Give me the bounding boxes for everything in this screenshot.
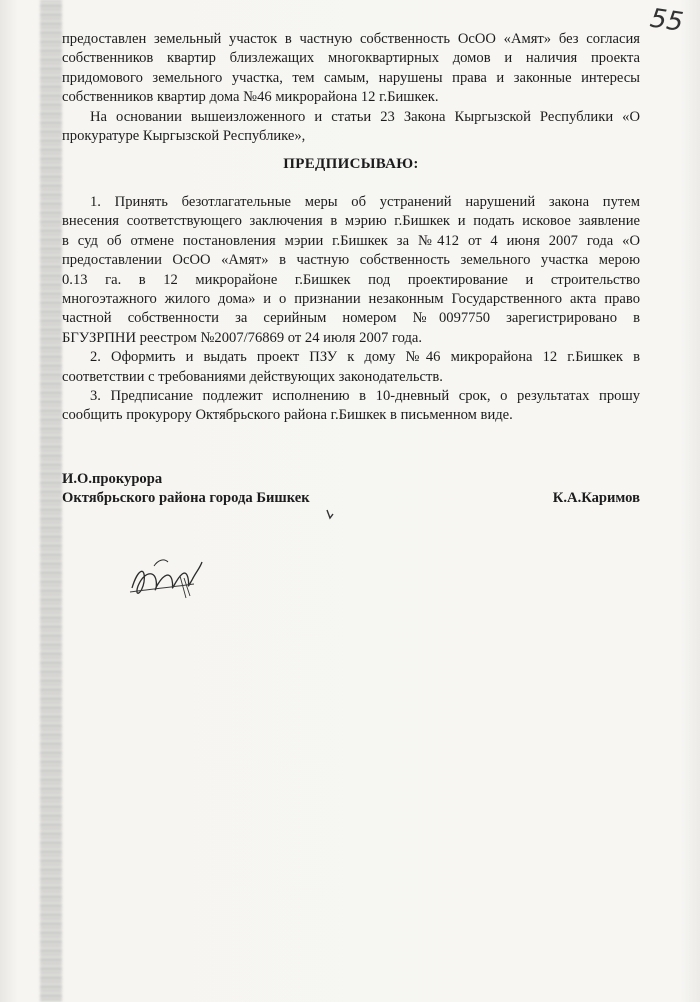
signatory-block — [62, 470, 640, 508]
item-line: сообщить прокурору Октябрьского района г.Бишкек в письменном виде. — [62, 407, 513, 424]
signatory-title-line1: И.О.прокурора — [62, 471, 163, 487]
intro-paragraph — [62, 30, 640, 146]
item-line: БГУЗРПНИ реестром №2007/76869 от 24 июля 2007 года. — [62, 329, 423, 346]
text-line: собственников квартир близлежащих многоквартирных домов и наличия проекта — [62, 50, 640, 67]
item-line: 0.13 га. в 12 микрорайоне г.Бишкек под проектирование и строительство — [62, 271, 640, 288]
handwritten-signature — [124, 548, 206, 608]
order-heading: ПРЕДПИСЫВАЮ: — [283, 156, 419, 172]
text-line: прокуратуре Кыргызской Республике», — [62, 128, 306, 145]
pen-mark — [325, 508, 335, 520]
item-line: многоэтажного жилого дома» и о признании незаконным Государственного акта право — [62, 291, 640, 308]
signatory-name: К.А.Каримов — [552, 490, 640, 506]
item-line: соответствии с требованиями действующих законодательств. — [62, 368, 443, 385]
text-line: собственников квартир дома №46 микрорайона 12 г.Бишкек. — [62, 89, 439, 106]
item-line: в суд об отмене постановления мэрии г.Бишкек за №412 от 4 июня 2007 года «О — [62, 232, 640, 249]
item-line: предоставлении ОсОО «Амят» в частную собственность земельного участка мерою — [62, 252, 640, 269]
item-line: 1. Принять безотлагательные меры об устранений нарушений закона путем — [90, 194, 640, 210]
signatory-title-line2: Октябрьского района города Бишкек — [62, 490, 310, 506]
scan-artifact-stripe — [40, 0, 62, 1002]
handwritten-page-number: 55 — [648, 3, 686, 38]
order-items — [62, 193, 640, 426]
item-line: 3. Предписание подлежит исполнению в 10-дневный срок, о результатах прошу — [90, 388, 640, 405]
text-line: придомового земельного участка, тем самым, нарушены права и законные интересы — [62, 69, 640, 86]
item-line: частной собственности за серийным номером №0097750 зарегистрировано в — [62, 310, 640, 327]
text-line: На основании вышеизложенного и статьи 23 Закона Кыргызской Республики «О — [90, 108, 640, 125]
item-line: 2. Оформить и выдать проект ПЗУ к дому №46 микрорайона 12 г.Бишкек в — [90, 349, 640, 366]
item-line: внесения соответствующего заключения в мэрию г.Бишкек и подать исковое заявление — [62, 213, 640, 230]
text-line: предоставлен земельный участок в частную собственность ОсОО «Амят» без согласия — [62, 31, 640, 47]
